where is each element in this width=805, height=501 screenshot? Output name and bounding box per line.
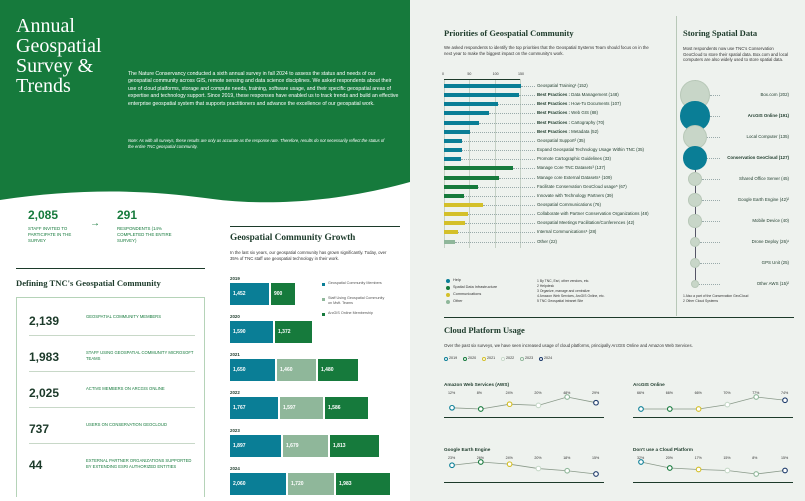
priority-label: Expand Geospatial Technology Usage Within TNC (35) xyxy=(537,147,644,153)
legend-label: 2021 xyxy=(487,356,496,360)
storing-desc: Most respondents now use TNC's Conservation GeoCloud to store their spatial data. Box.com and local computers are also widely used to store spatial data. xyxy=(683,46,789,63)
growth-bar: 1,586 xyxy=(325,397,368,419)
cloud-pct: 23% xyxy=(448,456,456,460)
cloud-point xyxy=(639,460,644,465)
cloud-pct: 48% xyxy=(563,391,571,395)
year-label: 2022 xyxy=(230,390,240,395)
footnote: 1 By TNC, Esri, other vendors, etc. xyxy=(537,279,590,283)
growth-desc: In the last six years, our geospatial community has grown significantly. Today, over 35% of TNC staff use geospatial technology in their work. xyxy=(230,250,387,261)
priority-label-prefix: Best Practices : xyxy=(537,119,570,125)
priority-label: Internal Communications⁶ (28) xyxy=(537,229,597,235)
cloud-pct: 18% xyxy=(563,456,571,460)
legend-label: Geospatial Community Members xyxy=(328,281,382,285)
storage-label: ArcGIS Online (191) xyxy=(747,113,789,118)
footnote: 2 Other Cloud Systems xyxy=(683,299,719,303)
year-label: 2019 xyxy=(230,276,240,281)
cloud-point xyxy=(696,467,701,472)
priority-label: Collaborate with Partner Conservation Organizations (48) xyxy=(537,211,649,217)
cloud-pct: 66% xyxy=(637,391,645,395)
cloud-pct: 17% xyxy=(694,456,702,460)
cloud-panel-title: ArcGIS Online xyxy=(633,382,665,387)
legend-label: ArcGIS Online Membership xyxy=(328,311,373,315)
defining-label: STAFF USING GEOSPATIAL COMMUNITY MICROSOFT TEAMS xyxy=(86,350,194,361)
defining-title: Defining TNC's Geospatial Community xyxy=(16,278,161,288)
priority-label-prefix: Best Practices : xyxy=(537,128,570,134)
defining-label: EXTERNAL PARTNER ORGANIZATIONS SUPPORTED BY EXTENDING ESRI AUTHORIZED ENTITIES xyxy=(86,458,192,469)
growth-bar: 1,597 xyxy=(280,397,323,419)
priority-label: Innovate with Technology Partners (39) xyxy=(537,192,614,198)
stat-respondents-label: RESPONDENTS (14% COMPLETED THE ENTIRE SURVEY) xyxy=(117,226,172,243)
storage-label: Mobile Device (40) xyxy=(752,218,789,223)
legend-label: 2019 xyxy=(449,356,458,360)
cloud-pct: 8% xyxy=(752,456,758,460)
stat-respondents-number: 291 xyxy=(117,208,138,222)
growth-bar: 1,720 xyxy=(288,473,334,495)
note-text: Note: As with all surveys, these results are only as accurate as the response rate. Therefore, results do not necessarily reflect the status of the entire TNC geospatial community. xyxy=(128,138,385,149)
cloud-pct: 66% xyxy=(665,391,673,395)
growth-bar: 1,372 xyxy=(275,321,312,343)
cloud-pct: 26% xyxy=(476,456,484,460)
growth-bar: 1,679 xyxy=(283,435,328,457)
cloud-pct: 15% xyxy=(592,456,600,460)
growth-bar: 1,650 xyxy=(230,359,275,381)
footnote: 4 Amazon Web Services, ArcGIS Online, etc. xyxy=(537,294,605,298)
storage-label: Box.com (202) xyxy=(760,92,789,97)
growth-bar: 1,452 xyxy=(230,283,269,305)
legend-label: 2020 xyxy=(468,356,477,360)
priorities-title: Priorities of Geospatial Community xyxy=(444,28,574,38)
storage-label: Drone Deploy (26)¹ xyxy=(751,239,789,244)
priority-label: Geospatial Training¹ (152) xyxy=(537,83,588,88)
axis-tick: 50 xyxy=(467,72,472,76)
defining-number: 737 xyxy=(29,422,50,436)
year-label: 2024 xyxy=(230,466,240,471)
storage-label: Local Computer (135) xyxy=(746,134,789,139)
growth-bar: 2,060 xyxy=(230,473,286,495)
cloud-panel-title: Don't use a Cloud Platform xyxy=(633,447,693,452)
priority-label: Best Practices : Cartography (70) xyxy=(537,119,605,125)
growth-bar: 1,480 xyxy=(318,359,358,381)
priority-label: Best Practices : Data Management (148) xyxy=(537,92,619,98)
defining-label: USERS ON CONSERVATION GEOCLOUD xyxy=(86,422,167,427)
legend-label: 2023 xyxy=(525,356,534,360)
footnote: 3 Organize, manage and centralize xyxy=(537,289,590,293)
cloud-pct: 70% xyxy=(723,391,731,395)
defining-number: 2,025 xyxy=(29,386,60,400)
arrow-right-icon: → xyxy=(90,218,100,229)
storage-label: GPS Unit (25) xyxy=(761,260,789,265)
priority-label: Geospatial Meetings Facilitation/Conferences (42) xyxy=(537,220,635,226)
cloud-pct: 74% xyxy=(781,391,789,395)
priorities-desc: We asked respondents to identify the top priorities that the Geospatial Systems Team should focus on in the next year to make the biggest impact on the community's work. xyxy=(444,45,649,56)
legend-label: Staff Using Geospatial Community on Msft. Teams xyxy=(328,296,385,305)
growth-bar: 1,460 xyxy=(277,359,316,381)
priority-label: Best Practices : Metadata (52) xyxy=(537,128,599,134)
growth-bar: 1,983 xyxy=(336,473,390,495)
growth-title: Geospatial Community Growth xyxy=(230,233,356,243)
page-title: Annual Geospatial Survey & Trends xyxy=(16,15,102,97)
priority-label: Promote Cartographic Guidelines (33) xyxy=(537,156,611,162)
priority-label-prefix: Best Practices : xyxy=(537,92,570,98)
cloud-pct: 15% xyxy=(723,456,731,460)
cloud-pct: 77% xyxy=(752,391,760,395)
priority-label: Best Practices : How-To Documents (107) xyxy=(537,101,621,107)
cloud-point xyxy=(725,468,730,473)
stat-invited-number: 2,085 xyxy=(28,208,59,222)
legend-label: Communications xyxy=(453,292,482,296)
defining-number: 44 xyxy=(29,458,43,472)
legend-label: 2024 xyxy=(544,356,553,360)
cloud-pct: 24% xyxy=(505,456,513,460)
cloud-pct: 24% xyxy=(505,391,513,395)
growth-bar: 1,767 xyxy=(230,397,278,419)
growth-bar: 1,590 xyxy=(230,321,273,343)
footnote: 2 Helpdesk xyxy=(537,284,554,288)
cloud-title: Cloud Platform Usage xyxy=(444,325,525,335)
cloud-panel-title: Amazon Web Services (AWS) xyxy=(444,382,510,387)
storing-title: Storing Spatial Data xyxy=(683,28,758,38)
cloud-pct: 29% xyxy=(592,391,600,395)
legend-label: Spatial Data Infrastructure xyxy=(453,285,498,289)
priority-label: Best Practices : Web GIS (88) xyxy=(537,110,598,116)
axis-tick: 0 xyxy=(442,72,444,76)
footnote: 1 Also a part of the Conservation GeoCloud xyxy=(683,294,749,298)
priority-label: Geospatial Support² (35) xyxy=(537,137,586,143)
cloud-desc: Over the past six surveys, we have seen increased usage of cloud platforms, principally ArcGIS Online and Amazon Web Services. xyxy=(444,343,693,348)
cloud-point xyxy=(754,472,759,477)
growth-bar: 900 xyxy=(271,283,295,305)
cloud-pct: 20% xyxy=(534,456,542,460)
year-label: 2020 xyxy=(230,314,240,319)
cloud-pct: 20% xyxy=(534,391,542,395)
legend-label: Help xyxy=(453,278,461,282)
priority-label: Other (22) xyxy=(537,238,558,244)
defining-number: 2,139 xyxy=(29,314,60,328)
storage-label: Conservation GeoCloud (127) xyxy=(727,155,789,160)
priority-label: Facilitate Conservation GeoCloud usage⁵ (67) xyxy=(537,183,627,189)
cloud-pct: 32% xyxy=(637,456,645,460)
priority-label-prefix: Best Practices : xyxy=(537,101,570,107)
intro-text: The Nature Conservancy conducted a sixth annual survey in fall 2024 to assess the status and needs of our geospatial community across GIS, remote sensing and data science disciplines. We asked respondents about their use of cloud platforms, storage and compute needs, training, software usage, and their specific geospatial areas of expertise and technology support. Since 2019, these responses have enabled us to track trends and build an effective enterprise geospatial system that supports practitioners and advance the excellence of our geospatial work. xyxy=(128,71,399,107)
cloud-pct: 8% xyxy=(476,391,482,395)
priority-label: Manage Core TNC Datasets³ (137) xyxy=(537,165,606,171)
legend-label: 2022 xyxy=(506,356,515,360)
priority-label-prefix: Best Practices : xyxy=(537,110,570,116)
footnote: 5 TNC Geospatial Intranet Site xyxy=(537,299,584,303)
cloud-pct: 15% xyxy=(781,456,789,460)
cloud-pct: 12% xyxy=(448,391,456,395)
cloud-panel-title: Google Earth Engine xyxy=(444,447,491,452)
priority-label: Geospatial Communications (76) xyxy=(537,201,601,207)
storage-label: Other AWS (15)² xyxy=(756,281,789,286)
defining-number: 1,983 xyxy=(29,350,60,364)
priority-label: Manage core External Datasets⁴ (109) xyxy=(537,174,612,180)
axis-tick: 100 xyxy=(492,72,499,76)
axis-tick: 150 xyxy=(518,72,524,76)
legend-label: Other xyxy=(453,299,463,303)
cloud-line-path xyxy=(641,462,785,474)
cloud-point xyxy=(668,466,673,471)
year-label: 2023 xyxy=(230,428,240,433)
defining-label: ACTIVE MEMBERS ON ARCGIS ONLINE xyxy=(86,386,165,391)
storage-label: Google Earth Engine (42)² xyxy=(737,197,789,202)
cloud-pct: 20% xyxy=(665,456,673,460)
growth-bar: 1,897 xyxy=(230,435,281,457)
storage-label: Shared Office Server (45) xyxy=(739,176,789,181)
cloud-pct: 66% xyxy=(694,391,702,395)
year-label: 2021 xyxy=(230,352,240,357)
cloud-point xyxy=(783,468,788,473)
stat-invited-label: STAFF INVITED TO PARTICIPATE IN THE SURVEY xyxy=(28,226,72,243)
growth-bar: 1,813 xyxy=(330,435,379,457)
defining-label: GEOSPATIAL COMMUNITY MEMBERS xyxy=(86,314,161,319)
